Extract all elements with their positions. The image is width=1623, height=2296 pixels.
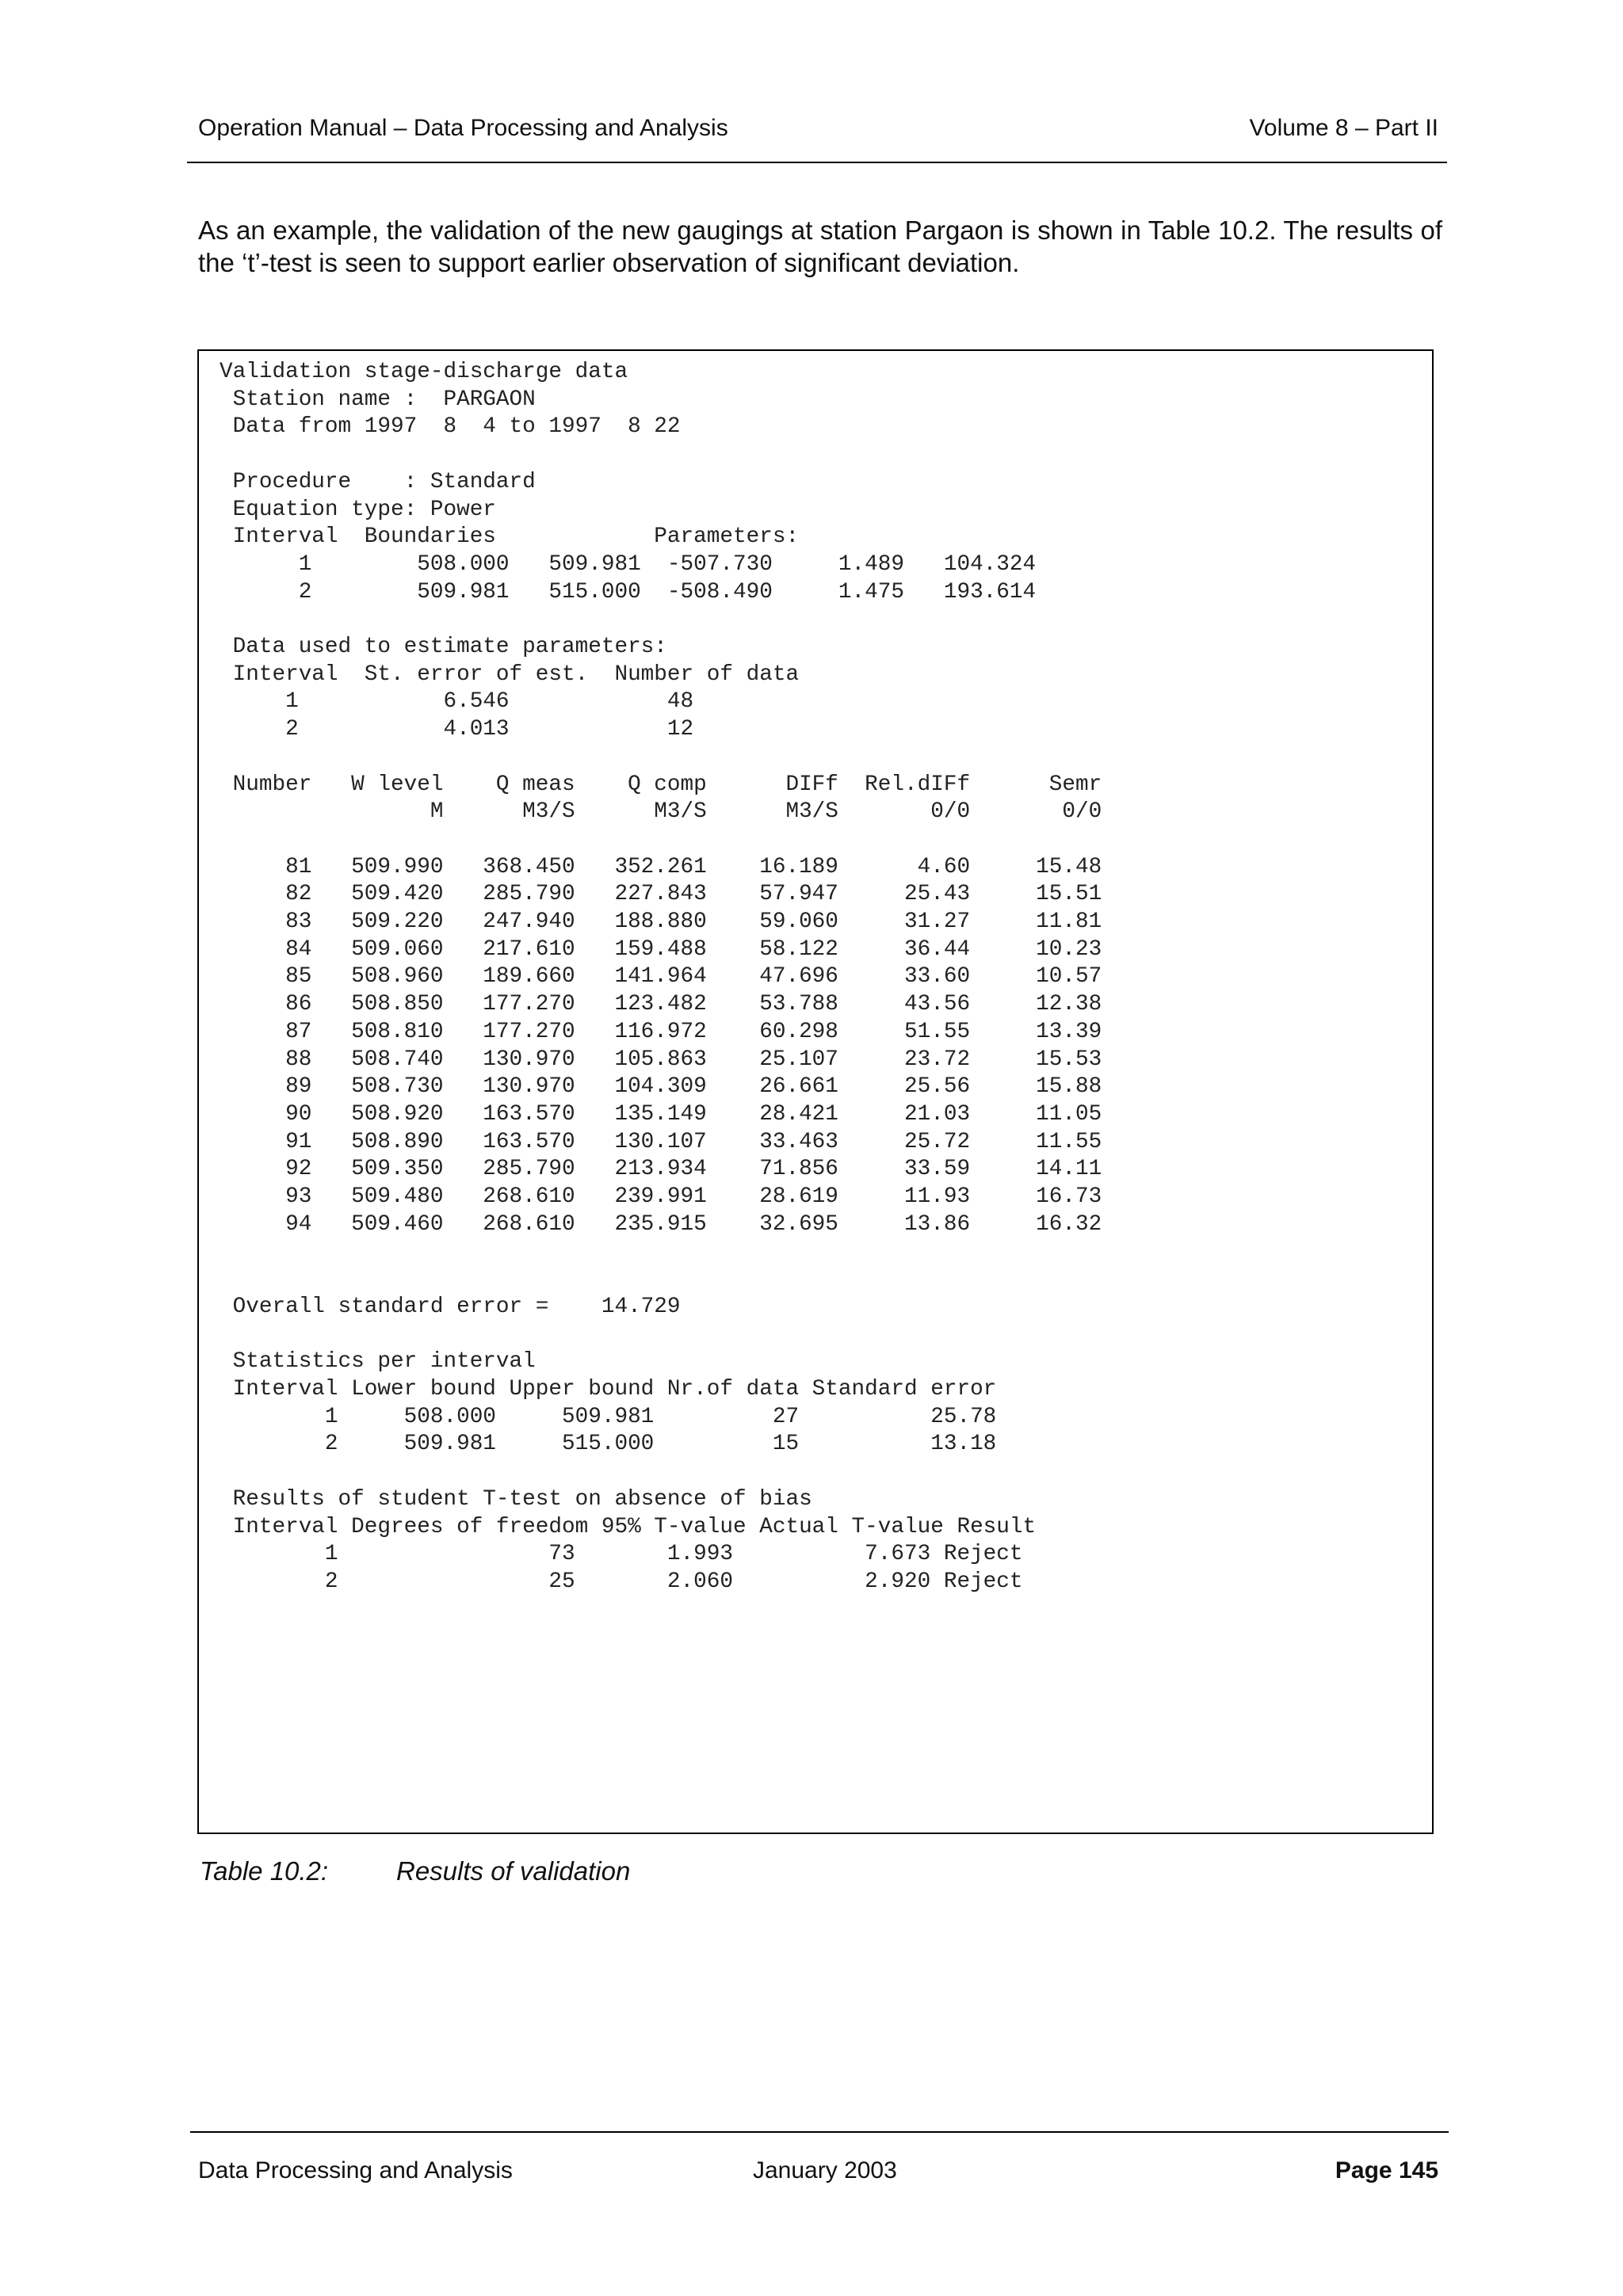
footer-title: Data Processing and Analysis [198, 2157, 513, 2183]
listing-line: Interval Boundaries Parameters: [220, 524, 800, 550]
caption-number: Table 10.2: [200, 1856, 329, 1886]
listing-line: Results of student T-test on absence of bias [220, 1486, 812, 1512]
caption-text: Results of validation [396, 1856, 631, 1886]
listing-line: 92 509.350 285.790 213.934 71.856 33.59 14.11 [220, 1157, 1102, 1182]
listing-line: Interval Degrees of freedom 95% T-value Actual T-value Result [220, 1514, 1037, 1539]
header-volume: Volume 8 – Part II [1249, 115, 1438, 141]
listing-line: Overall standard error = 14.729 [220, 1294, 681, 1319]
listing-line [220, 1459, 1102, 1486]
listing-line [220, 1266, 1102, 1294]
listing-line: Interval Lower bound Upper bound Nr.of data Standard error [220, 1377, 997, 1402]
listing-line: 2 25 2.060 2.920 Reject [220, 1569, 1023, 1594]
listing-line: Data used to estimate parameters: [220, 635, 667, 660]
validation-output-box [197, 349, 1434, 1834]
page-header [198, 111, 1438, 146]
listing-line: 86 508.850 177.270 123.482 53.788 43.56 12.38 [220, 992, 1102, 1017]
listing-line: 2 4.013 12 [220, 717, 694, 742]
listing-line: 90 508.920 163.570 135.149 28.421 21.03 11.05 [220, 1101, 1102, 1127]
listing-line: Station name : PARGAON [220, 387, 536, 412]
validation-listing [220, 359, 1102, 1596]
listing-line: Interval St. error of est. Number of data [220, 662, 800, 687]
listing-line: Number W level Q meas Q comp DIFf Rel.dIFf Semr [220, 772, 1102, 797]
listing-line: 88 508.740 130.970 105.863 25.107 23.72 15.53 [220, 1047, 1102, 1072]
header-rule [187, 162, 1447, 163]
listing-line: 84 509.060 217.610 159.488 58.122 36.44 10.23 [220, 936, 1102, 962]
footer-rule [190, 2131, 1449, 2133]
listing-line: Validation stage-discharge data [220, 360, 628, 384]
header-title: Operation Manual – Data Processing and Analysis [198, 115, 728, 141]
footer-date: January 2003 [753, 2157, 897, 2183]
listing-line [220, 441, 1102, 469]
listing-line: 91 508.890 163.570 130.107 33.463 25.72 11.55 [220, 1129, 1102, 1154]
listing-line [220, 1322, 1102, 1349]
listing-line: 85 508.960 189.660 141.964 47.696 33.60 10.57 [220, 964, 1102, 990]
listing-line: Equation type: Power [220, 497, 496, 522]
page-number: Page 145 [1335, 2157, 1438, 2183]
listing-line: 81 509.990 368.450 352.261 16.189 4.60 15.48 [220, 854, 1102, 879]
listing-line: 89 508.730 130.970 104.309 26.661 25.56 15.88 [220, 1074, 1102, 1100]
listing-line: 1 6.546 48 [220, 689, 694, 715]
listing-line: Procedure : Standard [220, 469, 536, 494]
listing-line [220, 826, 1102, 854]
listing-line: 1 508.000 509.981 27 25.78 [220, 1404, 997, 1429]
listing-line: 2 509.981 515.000 15 13.18 [220, 1432, 997, 1457]
listing-line: 1 73 1.993 7.673 Reject [220, 1542, 1023, 1567]
listing-line: 1 508.000 509.981 -507.730 1.489 104.324 [220, 551, 1037, 577]
listing-line: 94 509.460 268.610 235.915 32.695 13.86 16.32 [220, 1211, 1102, 1237]
listing-line: 82 509.420 285.790 227.843 57.947 25.43 15.51 [220, 882, 1102, 907]
listing-line: 83 509.220 247.940 188.880 59.060 31.27 11.81 [220, 910, 1102, 935]
listing-line: Data from 1997 8 4 to 1997 8 22 [220, 414, 681, 440]
listing-line [220, 1239, 1102, 1267]
page-footer [198, 2153, 1438, 2188]
listing-line: 93 509.480 268.610 239.991 28.619 11.93 16.73 [220, 1184, 1102, 1210]
listing-line [220, 606, 1102, 634]
listing-line: M M3/S M3/S M3/S 0/0 0/0 [220, 799, 1102, 825]
listing-line: Statistics per interval [220, 1349, 536, 1375]
intro-paragraph: As an example, the validation of the new gaugings at station Pargaon is shown in Table 10.2. The results of the ‘t’-test is seen to support earlier observation of significant deviation. [198, 215, 1442, 277]
listing-line: 2 509.981 515.000 -508.490 1.475 193.614 [220, 579, 1037, 605]
listing-line [220, 744, 1102, 772]
listing-line: 87 508.810 177.270 116.972 60.298 51.55 13.39 [220, 1019, 1102, 1044]
